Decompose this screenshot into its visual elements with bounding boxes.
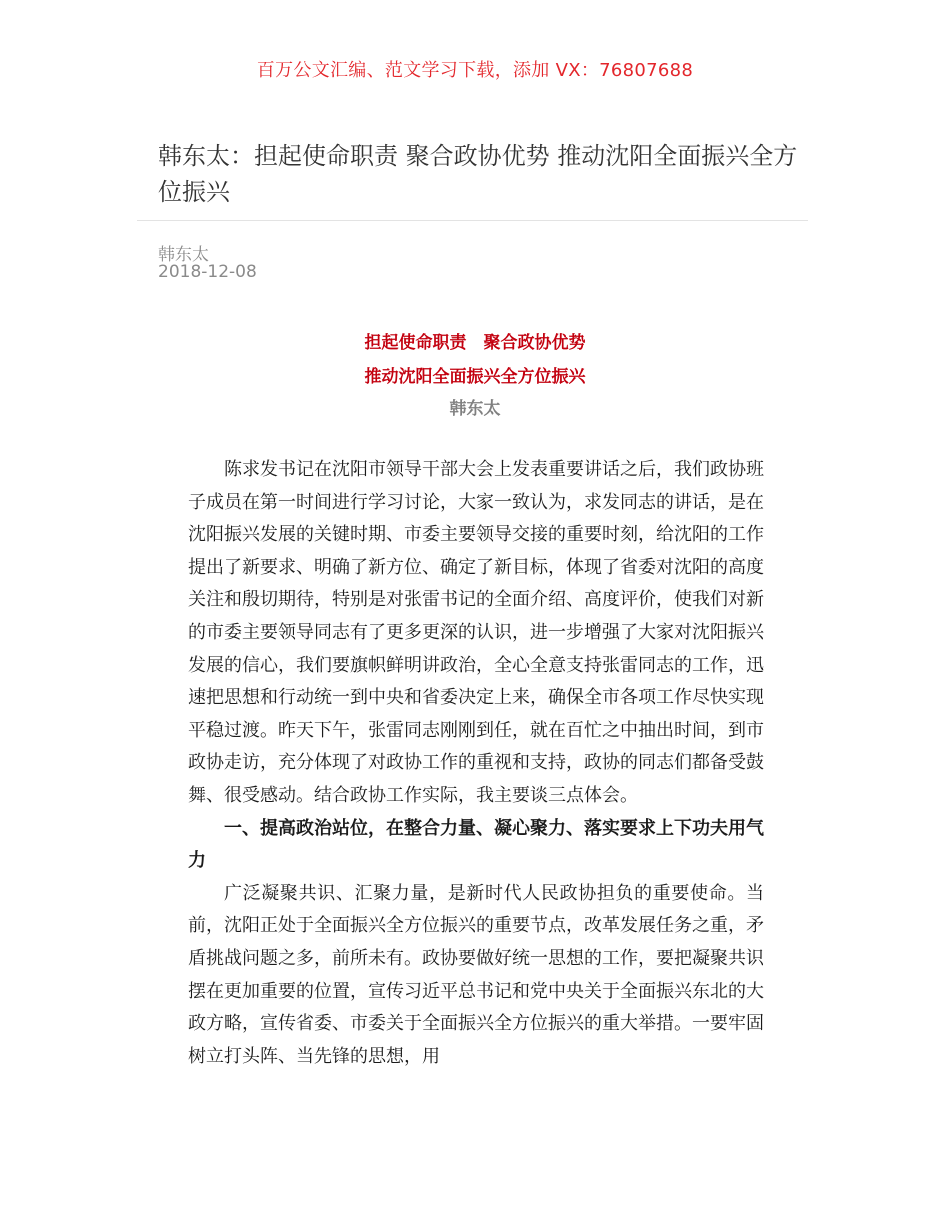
article-date: 2018-12-08 (158, 262, 257, 282)
article-author: 韩东太 (158, 245, 209, 265)
paragraph: 广泛凝聚共识、汇聚力量，是新时代人民政协担负的重要使命。当前，沈阳正处于全面振兴全方位振兴的重要节点，改革发展任务之重，矛盾挑战问题之多，前所未有。政协要做好统一思想的工作，要把凝聚共识摆在更加重要的位置，宣传习近平总书记和党中央关于全面振兴东北的大政方略，宣传省委、市委关于全面振兴全方位振兴的重大举措。一要牢固树立打头阵、当先锋的思想，用 (188, 882, 764, 1067)
document-heading-line-1: 担起使命职责 聚合政协优势 (364, 333, 586, 353)
promo-banner: 百万公文汇编、范文学习下载，添加 VX：76807688 (256, 60, 694, 81)
title-divider (137, 220, 808, 221)
article-title: 韩东太：担起使命职责 聚合政协优势 推动沈阳全面振兴全方位振兴 (158, 142, 798, 206)
paragraph: 陈求发书记在沈阳市领导干部大会上发表重要讲话之后，我们政协班子成员在第一时间进行学习讨论，大家一致认为，求发同志的讲话，是在沈阳振兴发展的关键时期、市委主要领导交接的重要时刻，给沈阳的工作提出了新要求、明确了新方位、确定了新目标，体现了省委对沈阳的高度关注和殷切期待，特别是对张雷书记的全面介绍、高度评价，使我们对新的市委主要领导同志有了更多更深的认识，进一步增强了大家对沈阳振兴发展的信心，我们要旗帜鲜明讲政治，全心全意支持张雷同志的工作，迅速把思想和行动统一到中央和省委决定上来，确保全市各项工作尽快实现平稳过渡。昨天下午，张雷同志刚刚到任，就在百忙之中抽出时间，到市政协走访，充分体现了对政协工作的重视和支持，政协的同志们都备受鼓舞、很受感动。结合政协工作实际，我主要谈三点体会。 (188, 459, 764, 806)
document-author: 韩东太 (449, 399, 501, 419)
section-heading: 一、提高政治站位，在整合力量、凝心聚力、落实要求上下功夫用气力 (188, 817, 764, 872)
document-heading (0, 326, 950, 424)
document-heading-line-2: 推动沈阳全面振兴全方位振兴 (364, 367, 586, 387)
document-body (188, 454, 764, 1073)
